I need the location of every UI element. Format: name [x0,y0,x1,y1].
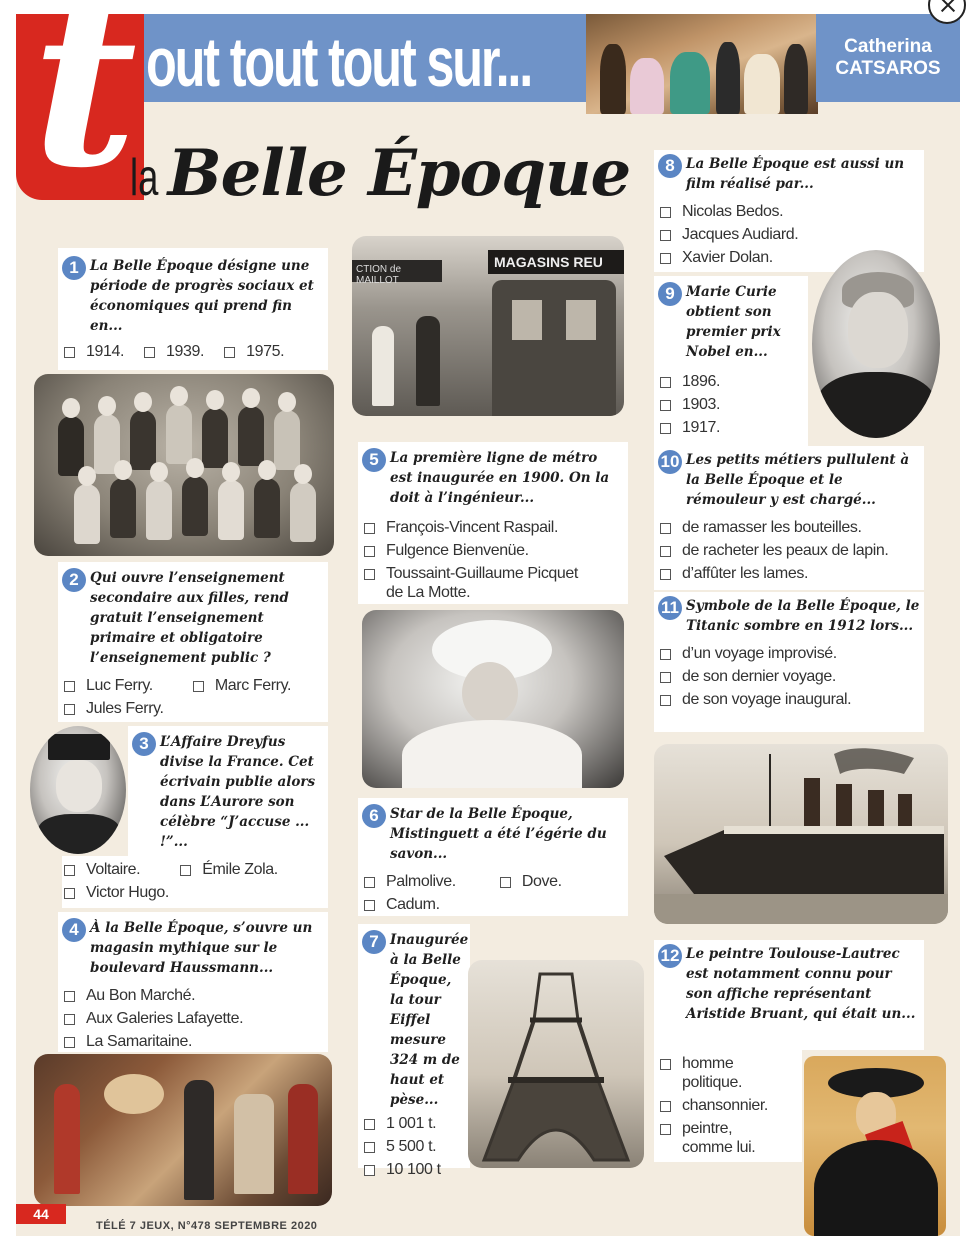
checkbox[interactable] [660,569,671,580]
checkbox[interactable] [660,695,671,706]
answer-list [658,370,806,439]
question-text: La première ligne de métro est inaugurée en 1900. On la doit à l’ingénieur... [390,450,610,506]
question-number: 9 [658,282,682,306]
answer-option[interactable] [362,516,624,539]
metro-photo [352,236,624,416]
author-last-name: CATSAROS [835,58,941,79]
question-number: 3 [132,732,156,756]
answer-label: 1903. [682,396,721,413]
question-3-answers [62,856,328,908]
checkbox[interactable] [660,649,671,660]
checkbox[interactable] [364,546,375,557]
answer-option-continued [658,1071,800,1094]
checkbox[interactable] [660,523,671,534]
question-text: Marie Curie obtient son premier prix Nobel en... [686,284,781,360]
question-8-head [658,154,920,194]
answer-option[interactable] [362,539,624,562]
question-12-answers [654,1050,802,1162]
logo-t-box [16,0,144,218]
answer-label: François-Vincent Raspail. [386,519,559,536]
answer-label: de ramasser les bouteilles. [682,519,862,536]
answer-label: Marc Ferry. [214,677,292,694]
answer-option-continued [658,1136,800,1159]
answer-option[interactable] [658,393,806,416]
checkbox[interactable] [364,1142,375,1153]
answer-list [362,1112,468,1181]
question-text: Inaugurée à la Belle Époque, la tour Eiffel mesure 324 m de haut et pèse... [390,932,469,1108]
answer-list [62,984,324,1053]
question-number: 7 [362,930,386,954]
header-title: out tout tout sur... [146,23,532,101]
answer-label: 1975. [246,343,285,360]
question-7-head [362,930,468,1110]
answer-option[interactable] [191,674,291,697]
titanic-photo [654,744,948,924]
checkbox[interactable] [364,523,375,534]
question-1 [58,248,328,370]
question-11-head [658,596,920,636]
titanic-ship-icon [654,744,948,924]
eiffel-tower-photo [468,960,644,1168]
mistinguett-photo [362,610,624,788]
checkbox[interactable] [660,672,671,683]
answer-label: Jacques Audiard. [682,226,799,243]
question-9 [654,276,808,448]
answer-option[interactable] [362,870,456,893]
question-number: 1 [62,256,86,280]
answer-label: comme lui. [682,1139,756,1156]
answer-label: d’affûter les lames. [682,565,808,582]
answer-option[interactable] [362,893,624,916]
question-11 [654,592,924,732]
footer-publication: TÉLÉ 7 JEUX, N°478 SEPTEMBRE 2020 [96,1220,318,1232]
answer-option[interactable] [362,1112,468,1135]
checkbox[interactable] [364,877,375,888]
station-sign: CTION de MAILLOT [352,260,442,282]
dreyfus-portrait [30,726,126,854]
answer-label: Palmolive. [386,873,456,890]
checkbox[interactable] [64,347,75,358]
question-text: Symbole de la Belle Époque, le Titanic sombre en 1912 lors... [686,598,920,634]
answer-label: Fulgence Bienvenüe. [386,542,529,559]
answer-option[interactable] [362,1135,468,1158]
page-number: 44 [16,1204,66,1224]
answer-list [658,516,920,585]
answer-label: de La Motte. [386,584,471,601]
answer-option[interactable] [62,1007,324,1030]
answer-option[interactable] [222,340,284,363]
answer-option[interactable] [498,870,562,893]
answer-option[interactable] [658,1094,800,1117]
question-text: L’Affaire Dreyfus divise la France. Cet écrivain publie alors dans L’Aurore son célèbre “J’accuse ... !”... [160,734,316,850]
answer-label: de son voyage inaugural. [682,691,852,708]
answer-label: Aux Galeries Lafayette. [86,1010,244,1027]
question-number: 10 [658,450,682,474]
answer-label: Émile Zola. [202,861,278,878]
answer-option[interactable] [658,642,920,665]
author-first-name: Catherina [844,36,932,57]
checkbox[interactable] [660,1059,671,1070]
checkbox[interactable] [64,1037,75,1048]
answer-label: Victor Hugo. [86,884,169,901]
answer-label: peintre, [682,1120,733,1137]
checkbox[interactable] [224,347,235,358]
question-text: À la Belle Époque, s’ouvre un magasin mythique sur le boulevard Haussmann... [90,920,313,976]
answer-label: Xavier Dolan. [682,249,773,266]
answer-option[interactable] [62,340,124,363]
eiffel-tower-icon [468,960,644,1168]
checkbox[interactable] [660,546,671,557]
checkbox[interactable] [193,681,204,692]
department-store-photo [34,1054,332,1206]
answer-option[interactable] [658,223,920,246]
answer-label: homme [682,1055,734,1072]
answer-label: 1914. [86,343,125,360]
author-name [824,36,952,80]
answer-label: chansonnier. [682,1097,768,1114]
answer-option[interactable] [658,416,806,439]
marie-curie-portrait [812,250,940,438]
answer-option[interactable] [62,674,153,697]
checkbox[interactable] [660,230,671,241]
question-9-head [658,282,806,362]
answer-row [62,858,324,881]
checkbox[interactable] [364,1165,375,1176]
checkbox[interactable] [180,865,191,876]
answer-option[interactable] [658,688,920,711]
question-text: Star de la Belle Époque, Mistinguett a été l’égérie du savon... [390,806,607,862]
answer-option[interactable] [142,340,204,363]
answer-option[interactable] [658,665,920,688]
title-main: Belle Époque [167,136,631,211]
answer-option[interactable] [362,1158,468,1181]
question-12 [654,940,924,1050]
checkbox[interactable] [660,207,671,218]
checkbox[interactable] [364,900,375,911]
question-3-head [132,732,324,852]
answer-label: 1917. [682,419,721,436]
question-text: Le peintre Toulouse-Lautrec est notamment connu pour son affiche représentant Aristide Bruant, qui était un... [686,946,916,1022]
answer-label: de racheter les peaux de lapin. [682,542,889,559]
answer-label: 1896. [682,373,721,390]
dance-hall-photo [586,14,818,114]
answer-option[interactable] [658,562,920,585]
question-number: 12 [658,944,682,968]
answer-label: Voltaire. [86,861,141,878]
question-5-head [362,448,624,508]
checkbox[interactable] [64,888,75,899]
checkbox[interactable] [500,877,511,888]
checkbox[interactable] [144,347,155,358]
answer-label: 1939. [166,343,205,360]
answer-label: Dove. [521,873,562,890]
answer-option[interactable] [178,858,278,881]
answer-option[interactable] [658,370,806,393]
question-number: 8 [658,154,682,178]
answer-label: Au Bon Marché. [86,987,196,1004]
answer-option[interactable] [62,697,322,720]
answer-label: Luc Ferry. [86,677,153,694]
checkbox[interactable] [64,704,75,715]
answer-row [62,340,322,363]
question-number: 5 [362,448,386,472]
aristide-bruant-poster [804,1056,946,1236]
answer-option[interactable] [658,516,920,539]
answer-option[interactable] [62,1030,324,1053]
answer-row [362,870,624,893]
question-number: 6 [362,804,386,828]
title-article: la [130,149,159,207]
checkbox[interactable] [660,423,671,434]
checkbox[interactable] [660,400,671,411]
question-5 [358,442,628,604]
logo-t-letter: t [32,0,138,218]
question-number: 4 [62,918,86,942]
question-1-head [62,256,322,336]
question-text: La Belle Époque est aussi un film réalisé par... [686,156,905,192]
question-text: Qui ouvre l’enseignement secondaire aux filles, rend gratuit l’enseignement primaire et obligatoire l’enseignement public ? [90,570,289,666]
checkbox[interactable] [364,1119,375,1130]
answer-label: 5 500 t. [386,1138,437,1155]
checkbox[interactable] [64,991,75,1002]
answer-label: 10 100 t [386,1161,441,1178]
answer-label: Toussaint-Guillaume Picquet [386,565,578,582]
answer-option[interactable] [658,200,920,223]
answer-list [362,516,624,604]
question-10 [654,446,924,590]
schoolgirls-photo [34,374,334,556]
checkbox[interactable] [660,1124,671,1135]
question-12-head [658,944,920,1024]
answer-label: Cadum. [386,896,440,913]
answer-option[interactable] [62,984,324,1007]
checkbox[interactable] [660,1101,671,1112]
answer-row [62,674,322,697]
question-2 [58,562,328,722]
question-number: 11 [658,596,682,620]
answer-label: de son dernier voyage. [682,668,836,685]
answer-label: politique. [682,1074,743,1091]
answer-label: La Samaritaine. [86,1033,193,1050]
page-title [130,136,630,211]
answer-option[interactable] [62,858,140,881]
question-text: La Belle Époque désigne une période de progrès sociaux et économiques qui prend fin en... [90,258,314,334]
answer-option[interactable] [658,539,920,562]
answer-list [658,642,920,711]
answer-label: d’un voyage improvisé. [682,645,837,662]
question-3 [128,726,328,866]
question-7 [358,924,470,1178]
store-sign: MAGASINS REU [488,250,624,274]
question-6-head [362,804,624,864]
answer-label: Jules Ferry. [86,700,164,717]
answer-option-continued [362,581,624,604]
checkbox[interactable] [660,253,671,264]
question-4 [58,912,328,1052]
answer-option[interactable] [62,881,324,904]
answer-label: 1 001 t. [386,1115,437,1132]
question-number: 2 [62,568,86,592]
question-4-head [62,918,324,978]
checkbox[interactable] [64,681,75,692]
checkbox[interactable] [64,1014,75,1025]
checkbox[interactable] [364,569,375,580]
checkbox[interactable] [660,377,671,388]
checkbox[interactable] [64,865,75,876]
question-6 [358,798,628,916]
question-10-head [658,450,920,510]
question-text: Les petits métiers pullulent à la Belle Époque et le rémouleur y est chargé... [686,452,910,508]
answer-label: Nicolas Bedos. [682,203,784,220]
magazine-page [16,0,960,1236]
question-2-head [62,568,322,668]
